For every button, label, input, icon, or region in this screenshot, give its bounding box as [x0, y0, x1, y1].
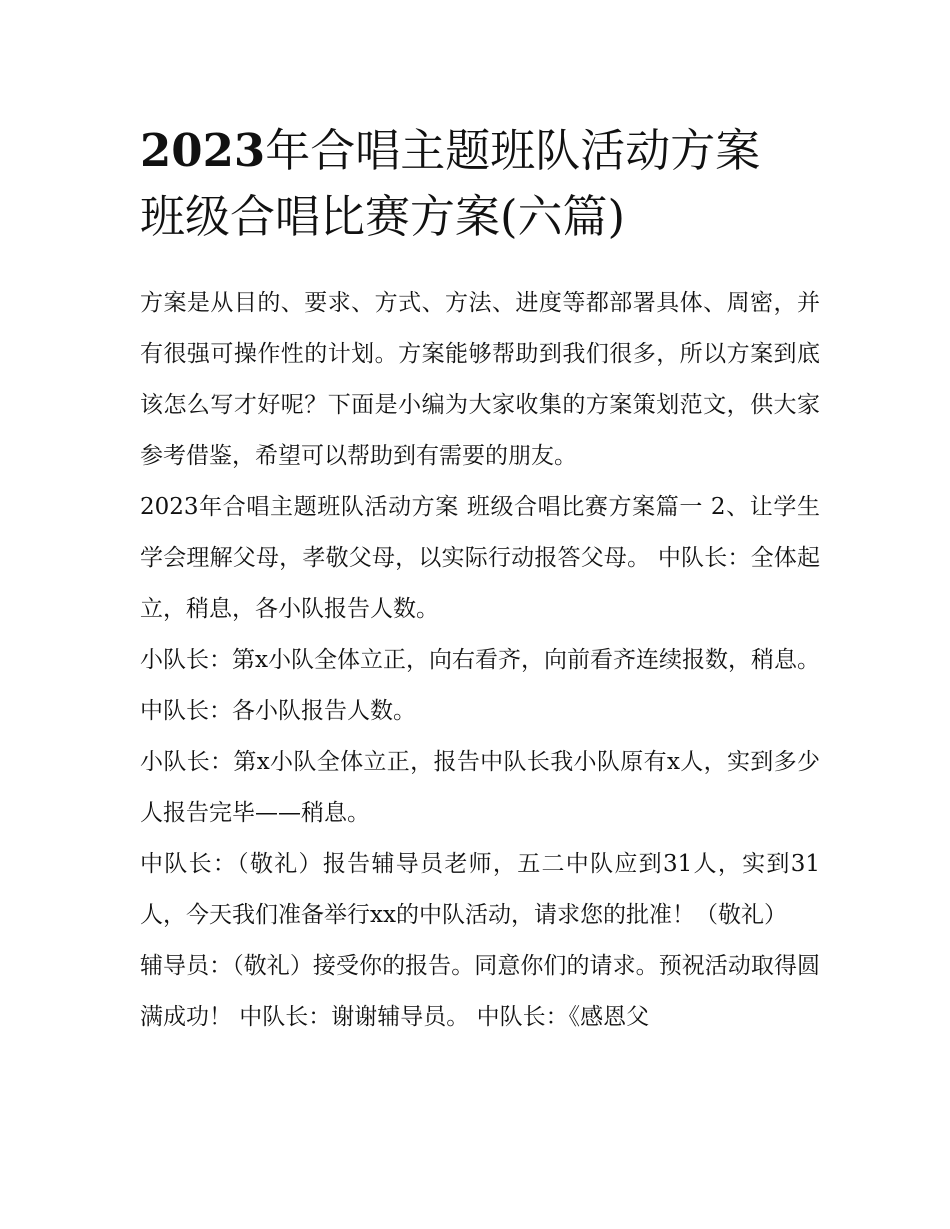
paragraph-intro: 方案是从目的、要求、方式、方法、进度等都部署具体、周密，并有很强可操作性的计划。方案能够帮助到我们很多，所以方案到底该怎么写才好呢？下面是小编为大家收集的方案策划范文，供大家参考借鉴，希望可以帮助到有需要的朋友。 — [140, 290, 820, 469]
paragraph-plan-one: 2023年合唱主题班队活动方案 班级合唱比赛方案篇一 2、让学生学会理解父母，孝敬父母，以实际行动报答父母。 中队长：全体起立，稍息，各小队报告人数。 — [140, 494, 820, 622]
paragraph-squad-leader-2: 小队长：第x小队全体立正，报告中队长我小队原有x人，实到多少人报告完毕——稍息。 — [140, 749, 820, 826]
title-line-1 — [140, 118, 820, 184]
document-body — [140, 278, 820, 1043]
paragraph-counselor-reply: 辅导员：（敬礼）接受你的报告。同意你们的请求。预祝活动取得圆满成功！ 中队长：谢谢辅导员。 中队长：《感恩父 — [140, 953, 820, 1030]
document-title — [140, 118, 820, 250]
title-line-2: 班级合唱比赛方案(六篇) — [140, 190, 626, 243]
paragraph-team-leader-report: 中队长：（敬礼）报告辅导员老师，五二中队应到31人，实到31人，今天我们准备举行xx的中队活动，请求您的批准！（敬礼） — [140, 851, 820, 928]
title-year: 2023 — [140, 124, 266, 177]
document-page — [140, 118, 820, 1043]
paragraph-squad-leader-1: 小队长：第x小队全体立正，向右看齐，向前看齐连续报数，稍息。 中队长：各小队报告人数。 — [140, 647, 820, 724]
title-line-1-text: 年合唱主题班队活动方案 — [265, 124, 761, 177]
